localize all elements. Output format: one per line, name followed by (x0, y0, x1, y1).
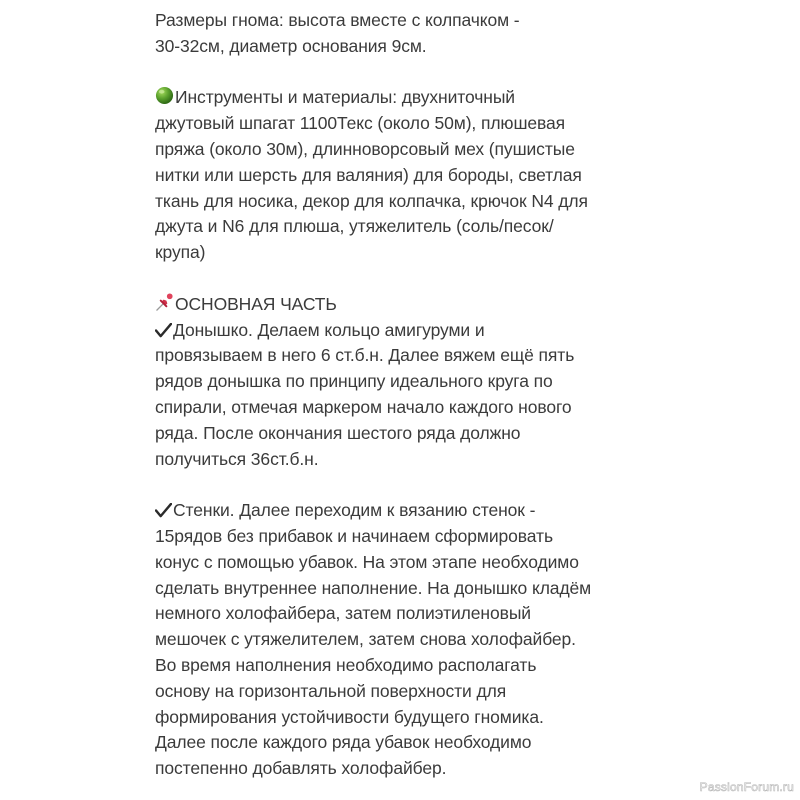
text-line: спирали, отмечая маркером начало каждого нового (155, 396, 572, 417)
document-body (155, 8, 715, 782)
text-line: пряжа (около 30м), длинноворсовый мех (пушистые (155, 138, 575, 159)
pushpin-icon (155, 293, 174, 320)
text-line: мешочек с утяжелителем, затем снова холофайбер. (155, 629, 576, 650)
text-line: крупа) (155, 242, 206, 263)
text-line: основу на горизонтальной поверхности для (155, 680, 507, 701)
text-line: Инструменты и материалы: двухниточный (175, 87, 515, 108)
text-line: 30-32см, диаметр основания 9см. (155, 35, 427, 56)
text-line: сделать внутреннее наполнение. На донышко кладём (155, 577, 592, 598)
text-line: Стенки. Далее переходим к вязанию стенок - (173, 500, 536, 521)
text-line: Во время наполнения необходимо располагать (155, 654, 537, 675)
watermark: PassionForum.ru (699, 780, 794, 794)
text-line: нитки или шерсть для валяния) для бороды, светлая (155, 164, 582, 185)
text-line: формирования устойчивости будущего гномика. (155, 706, 544, 727)
text-line: Далее после каждого ряда убавок необходимо (155, 732, 532, 753)
text-line: Донышко. Делаем кольцо амигуруми и (173, 319, 485, 340)
text-line: рядов донышка по принципу идеального круга по (155, 371, 553, 392)
text-line: джута и N6 для плюша, утяжелитель (соль/песок/ (155, 216, 554, 237)
intro-paragraph (155, 8, 715, 60)
text-line: постепенно добавлять холофайбер. (155, 758, 447, 779)
materials-first-line (155, 85, 715, 111)
materials-paragraph (155, 85, 715, 266)
bottom-first-line (155, 318, 715, 344)
text-line: 15рядов без прибавок и начинаем сформировать (155, 525, 553, 546)
checkmark-icon (155, 500, 172, 526)
text-line: получиться 36ст.б.н. (155, 448, 319, 469)
text-line: джутовый шпагат 1100Текс (около 50м), плюшевая (155, 113, 566, 134)
text-line: ткань для носика, декор для колпачка, крючок N4 для (155, 190, 588, 211)
main-section (155, 292, 715, 473)
section-heading (155, 292, 715, 318)
checkmark-icon (155, 320, 172, 346)
text-line: конус с помощью убавок. На этом этапе необходимо (155, 551, 579, 572)
text-line: немного холофайбера, затем полиэтиленовый (155, 603, 531, 624)
text-line: провязываем в него 6 ст.б.н. Далее вяжем ещё пять (155, 345, 575, 366)
text-line: ряда. После окончания шестого ряда должно (155, 422, 521, 443)
text-line: Размеры гнома: высота вместе с колпачком - (155, 10, 520, 30)
walls-first-line (155, 498, 715, 524)
walls-paragraph (155, 498, 715, 782)
green-ball-icon (155, 86, 174, 113)
section-heading-text: ОСНОВНАЯ ЧАСТЬ (175, 293, 337, 314)
